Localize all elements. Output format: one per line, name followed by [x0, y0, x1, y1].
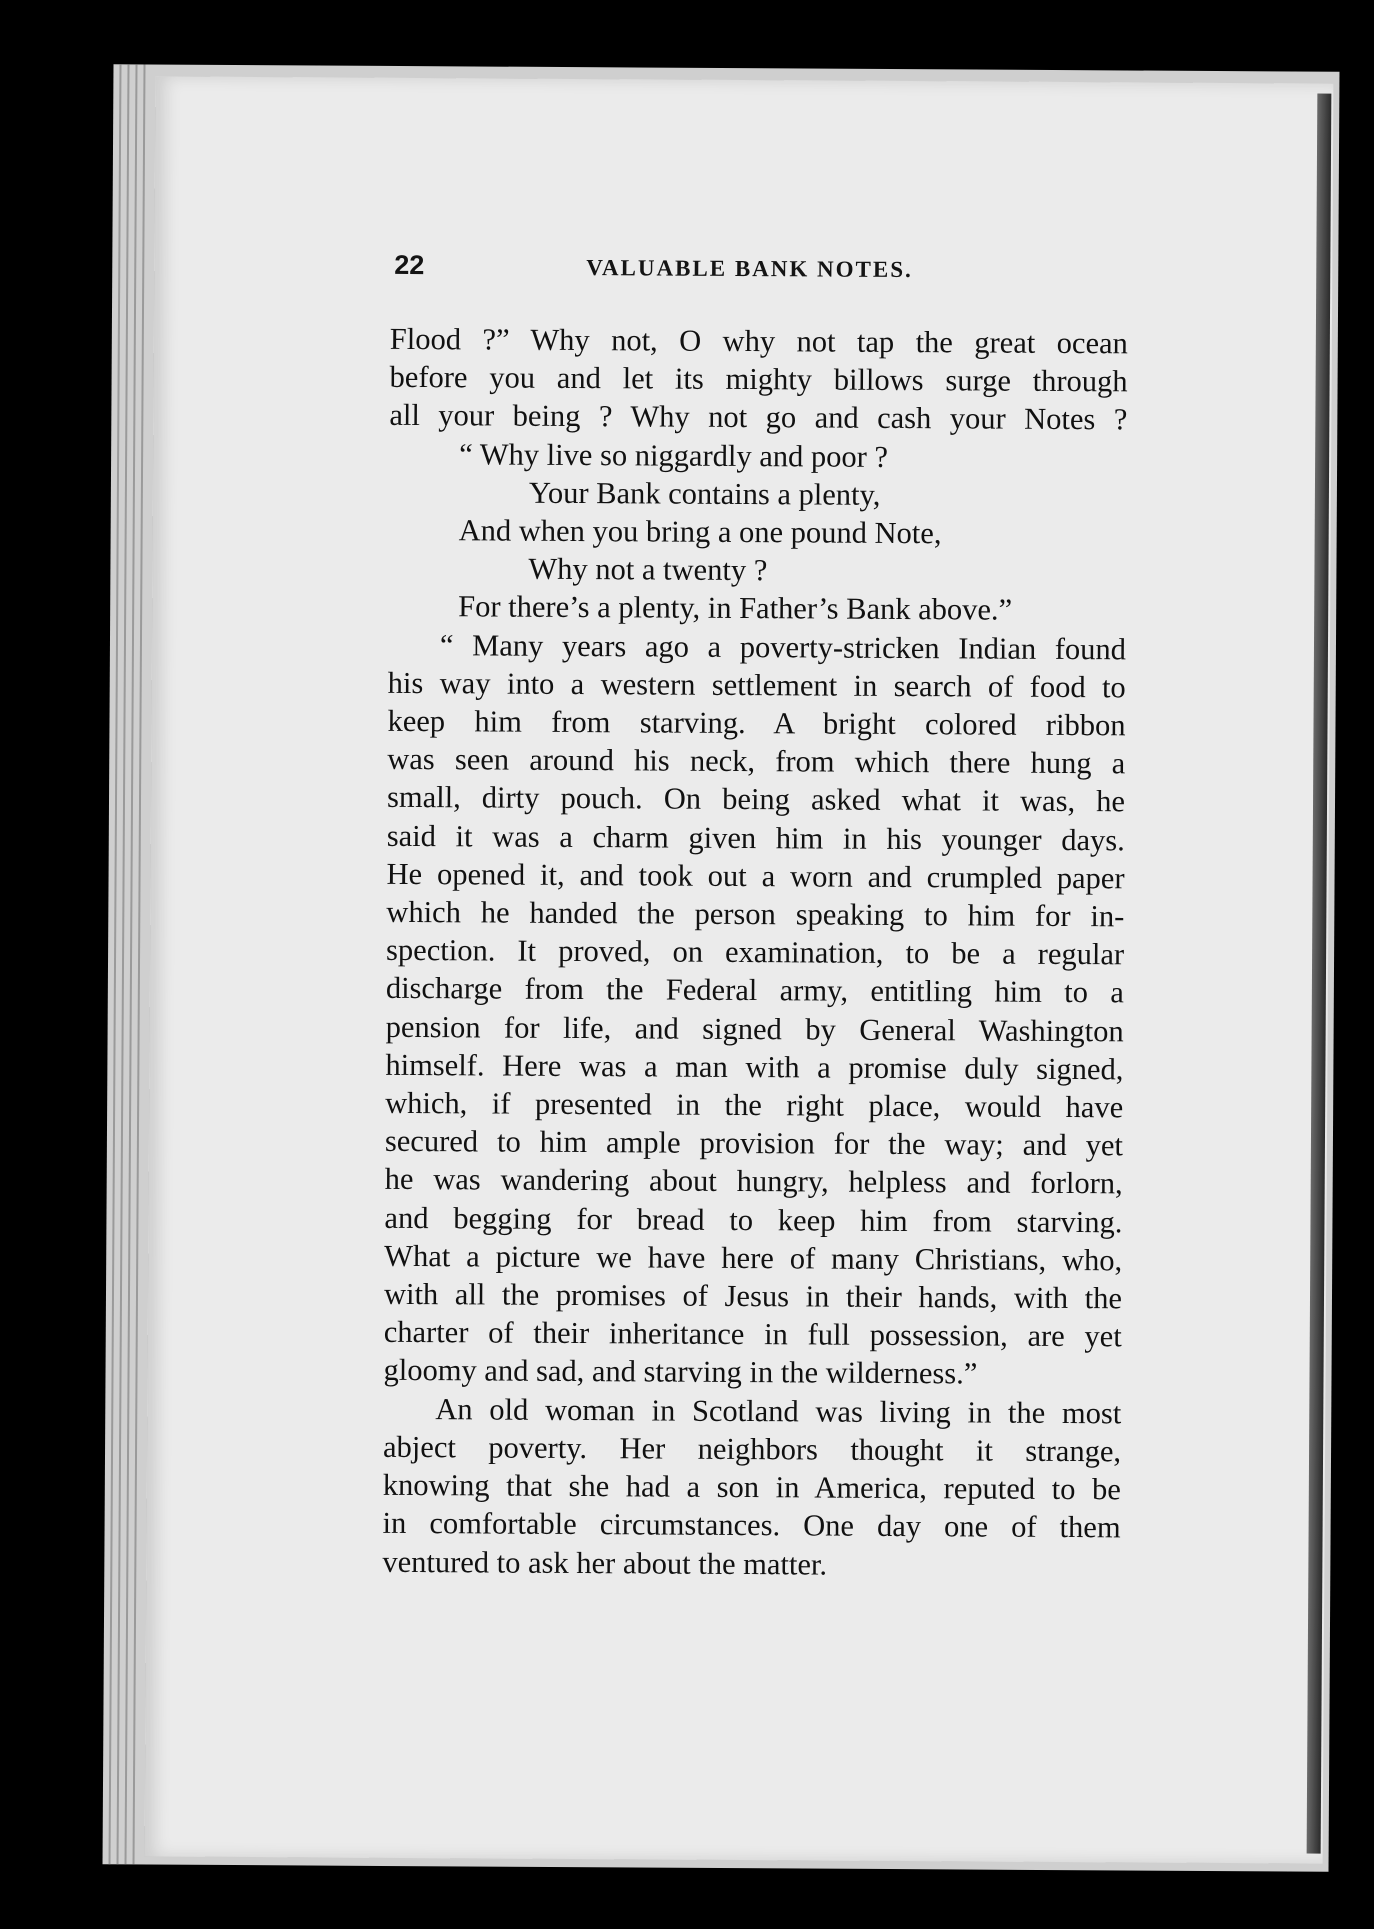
verse-line: Your Bank contains a plenty, [528, 475, 881, 512]
text-line: with all the promises of Jesus in their hands, with the [383, 1276, 1123, 1316]
text-line: himself. Here was a man with a promise duly signed, [385, 1047, 1124, 1087]
text-line: was seen around his neck, from which there hung a [387, 742, 1126, 781]
text-line: before you and let its mighty billows surge through [389, 360, 1128, 399]
text-line: and begging for bread to keep him from starving. [384, 1200, 1123, 1240]
verse-line: “ Why live so niggardly and poor ? [459, 436, 889, 474]
text-line: all your being ? Why not go and cash your Notes ? [389, 398, 1128, 437]
text-line: abject poverty. Her neighbors thought it strange, [382, 1429, 1122, 1469]
verse-line: For there’s a plenty, in Father’s Bank above.” [458, 589, 1013, 628]
text-line: discharge from the Federal army, entitling him to a [385, 971, 1124, 1010]
text-line: he was wandering about hungry, helpless and forlorn, [384, 1162, 1123, 1201]
verse-line: Why not a twenty ? [528, 551, 768, 588]
text-line: gloomy and sad, and starving in the wilderness.” [383, 1353, 978, 1391]
page-number: 22 [394, 249, 425, 281]
text-line: pension for life, and signed by General Washington [385, 1009, 1124, 1049]
text-line: secured to him ample provision for the way; and yet [384, 1124, 1124, 1163]
text-line: ventured to ask her about the matter. [382, 1544, 828, 1582]
text-line: his way into a western settlement in search of food to [387, 665, 1126, 705]
text-line: in comfortable circumstances. One day one of them [382, 1506, 1121, 1545]
text-line: charter of their inheritance in full possession, are yet [383, 1315, 1122, 1354]
body-text [382, 320, 1128, 1585]
text-line: He opened it, and took out a worn and crumpled paper [386, 856, 1125, 896]
text-line: Flood ?” Why not, O why not tap the great ocean [389, 321, 1128, 361]
verse-line: And when you bring a one pound Note, [458, 513, 942, 551]
text-line: An old woman in Scotland was living in the most [435, 1391, 1122, 1431]
text-line: spection. It proved, on examination, to be a regular [386, 933, 1125, 972]
text-line: knowing that she had a son in America, reputed to be [382, 1467, 1121, 1507]
text-line: “ Many years ago a poverty-stricken Indian found [439, 627, 1127, 666]
text-line: keep him from starving. A bright colored ribbon [387, 703, 1126, 743]
text-line: which he handed the person speaking to him for in- [386, 894, 1125, 934]
book-page [145, 76, 1334, 1863]
text-line: said it was a charm given him in his younger days. [386, 818, 1125, 857]
text-line: which, if presented in the right place, would have [385, 1085, 1124, 1125]
page-header [394, 250, 1154, 299]
running-title: VALUABLE BANK NOTES. [586, 255, 913, 283]
text-line: small, dirty pouch. On being asked what it was, he [386, 780, 1126, 819]
text-line: What a picture we have here of many Christians, who, [384, 1238, 1123, 1278]
